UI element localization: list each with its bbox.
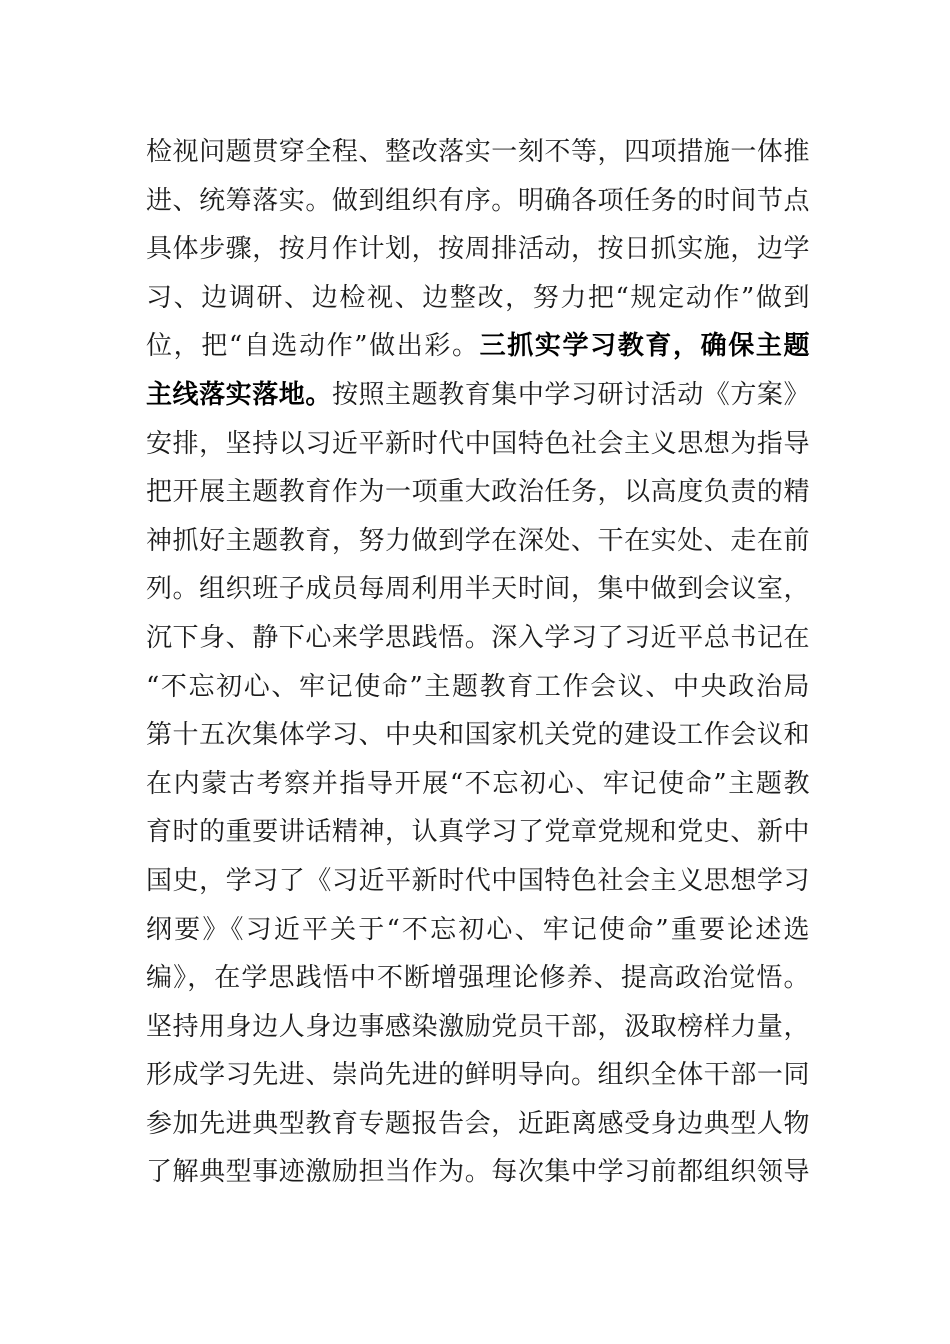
text-line-2: 进、统筹落实。做到组织有序。明确各项任务的时间节点 xyxy=(146,185,810,216)
text-line-9: 神抓好主题教育，努力做到学在深处、干在实处、走在前 xyxy=(146,525,810,556)
text-line-3: 具体步骤，按月作计划，按周排活动，按日抓实施，边学 xyxy=(146,234,810,265)
bold-heading-part-1: 三抓实学习教育，确保主题 xyxy=(479,331,810,362)
text-line-6: 主线落实落地。按照主题教育集中学习研讨活动《方案》 xyxy=(146,379,810,410)
text-line-20: 形成学习先进、崇尚先进的鲜明导向。组织全体干部一同 xyxy=(146,1060,810,1091)
text-line-16: 国史，学习了《习近平新时代中国特色社会主义思想学习 xyxy=(146,865,810,896)
text-line-19: 坚持用身边人身边事感染激励党员干部，汲取榜样力量， xyxy=(146,1011,810,1042)
text-line-14: 在内蒙古考察并指导开展“不忘初心、牢记使命”主题教 xyxy=(146,768,810,799)
text-line-1: 检视问题贯穿全程、整改落实一刻不等，四项措施一体推 xyxy=(146,137,810,167)
text-line-21: 参加先进典型教育专题报告会，近距离感受身边典型人物 xyxy=(146,1108,810,1139)
text-line-22: 了解典型事迹激励担当作为。每次集中学习前都组织领导 xyxy=(146,1157,810,1188)
text-line-17: 纲要》《习近平关于“不忘初心、牢记使命”重要论述选 xyxy=(146,914,810,945)
text-line-5: 位，把“自选动作”做出彩。三抓实学习教育，确保主题 xyxy=(146,331,810,362)
text-line-7: 安排，坚持以习近平新时代中国特色社会主义思想为指导 xyxy=(146,428,810,459)
bold-heading-part-2: 主线落实落地。 xyxy=(146,379,332,410)
text-line-11: 沉下身、静下心来学思践悟。深入学习了习近平总书记在 xyxy=(146,622,810,653)
text-line-13: 第十五次集体学习、中央和国家机关党的建设工作会议和 xyxy=(146,720,810,751)
text-line-4: 习、边调研、边检视、边整改，努力把“规定动作”做到 xyxy=(146,282,810,313)
text-line-12: “不忘初心、牢记使命”主题教育工作会议、中央政治局 xyxy=(146,671,810,702)
text-line-10: 列。组织班子成员每周利用半天时间，集中做到会议室， xyxy=(146,574,810,605)
text-line-18: 编》，在学思践悟中不断增强理论修养、提高政治觉悟。 xyxy=(146,963,810,994)
body-text xyxy=(146,128,810,1197)
text-line-8: 把开展主题教育作为一项重大政治任务，以高度负责的精 xyxy=(146,477,810,508)
text-line-15: 育时的重要讲话精神，认真学习了党章党规和党史、新中 xyxy=(146,817,810,848)
